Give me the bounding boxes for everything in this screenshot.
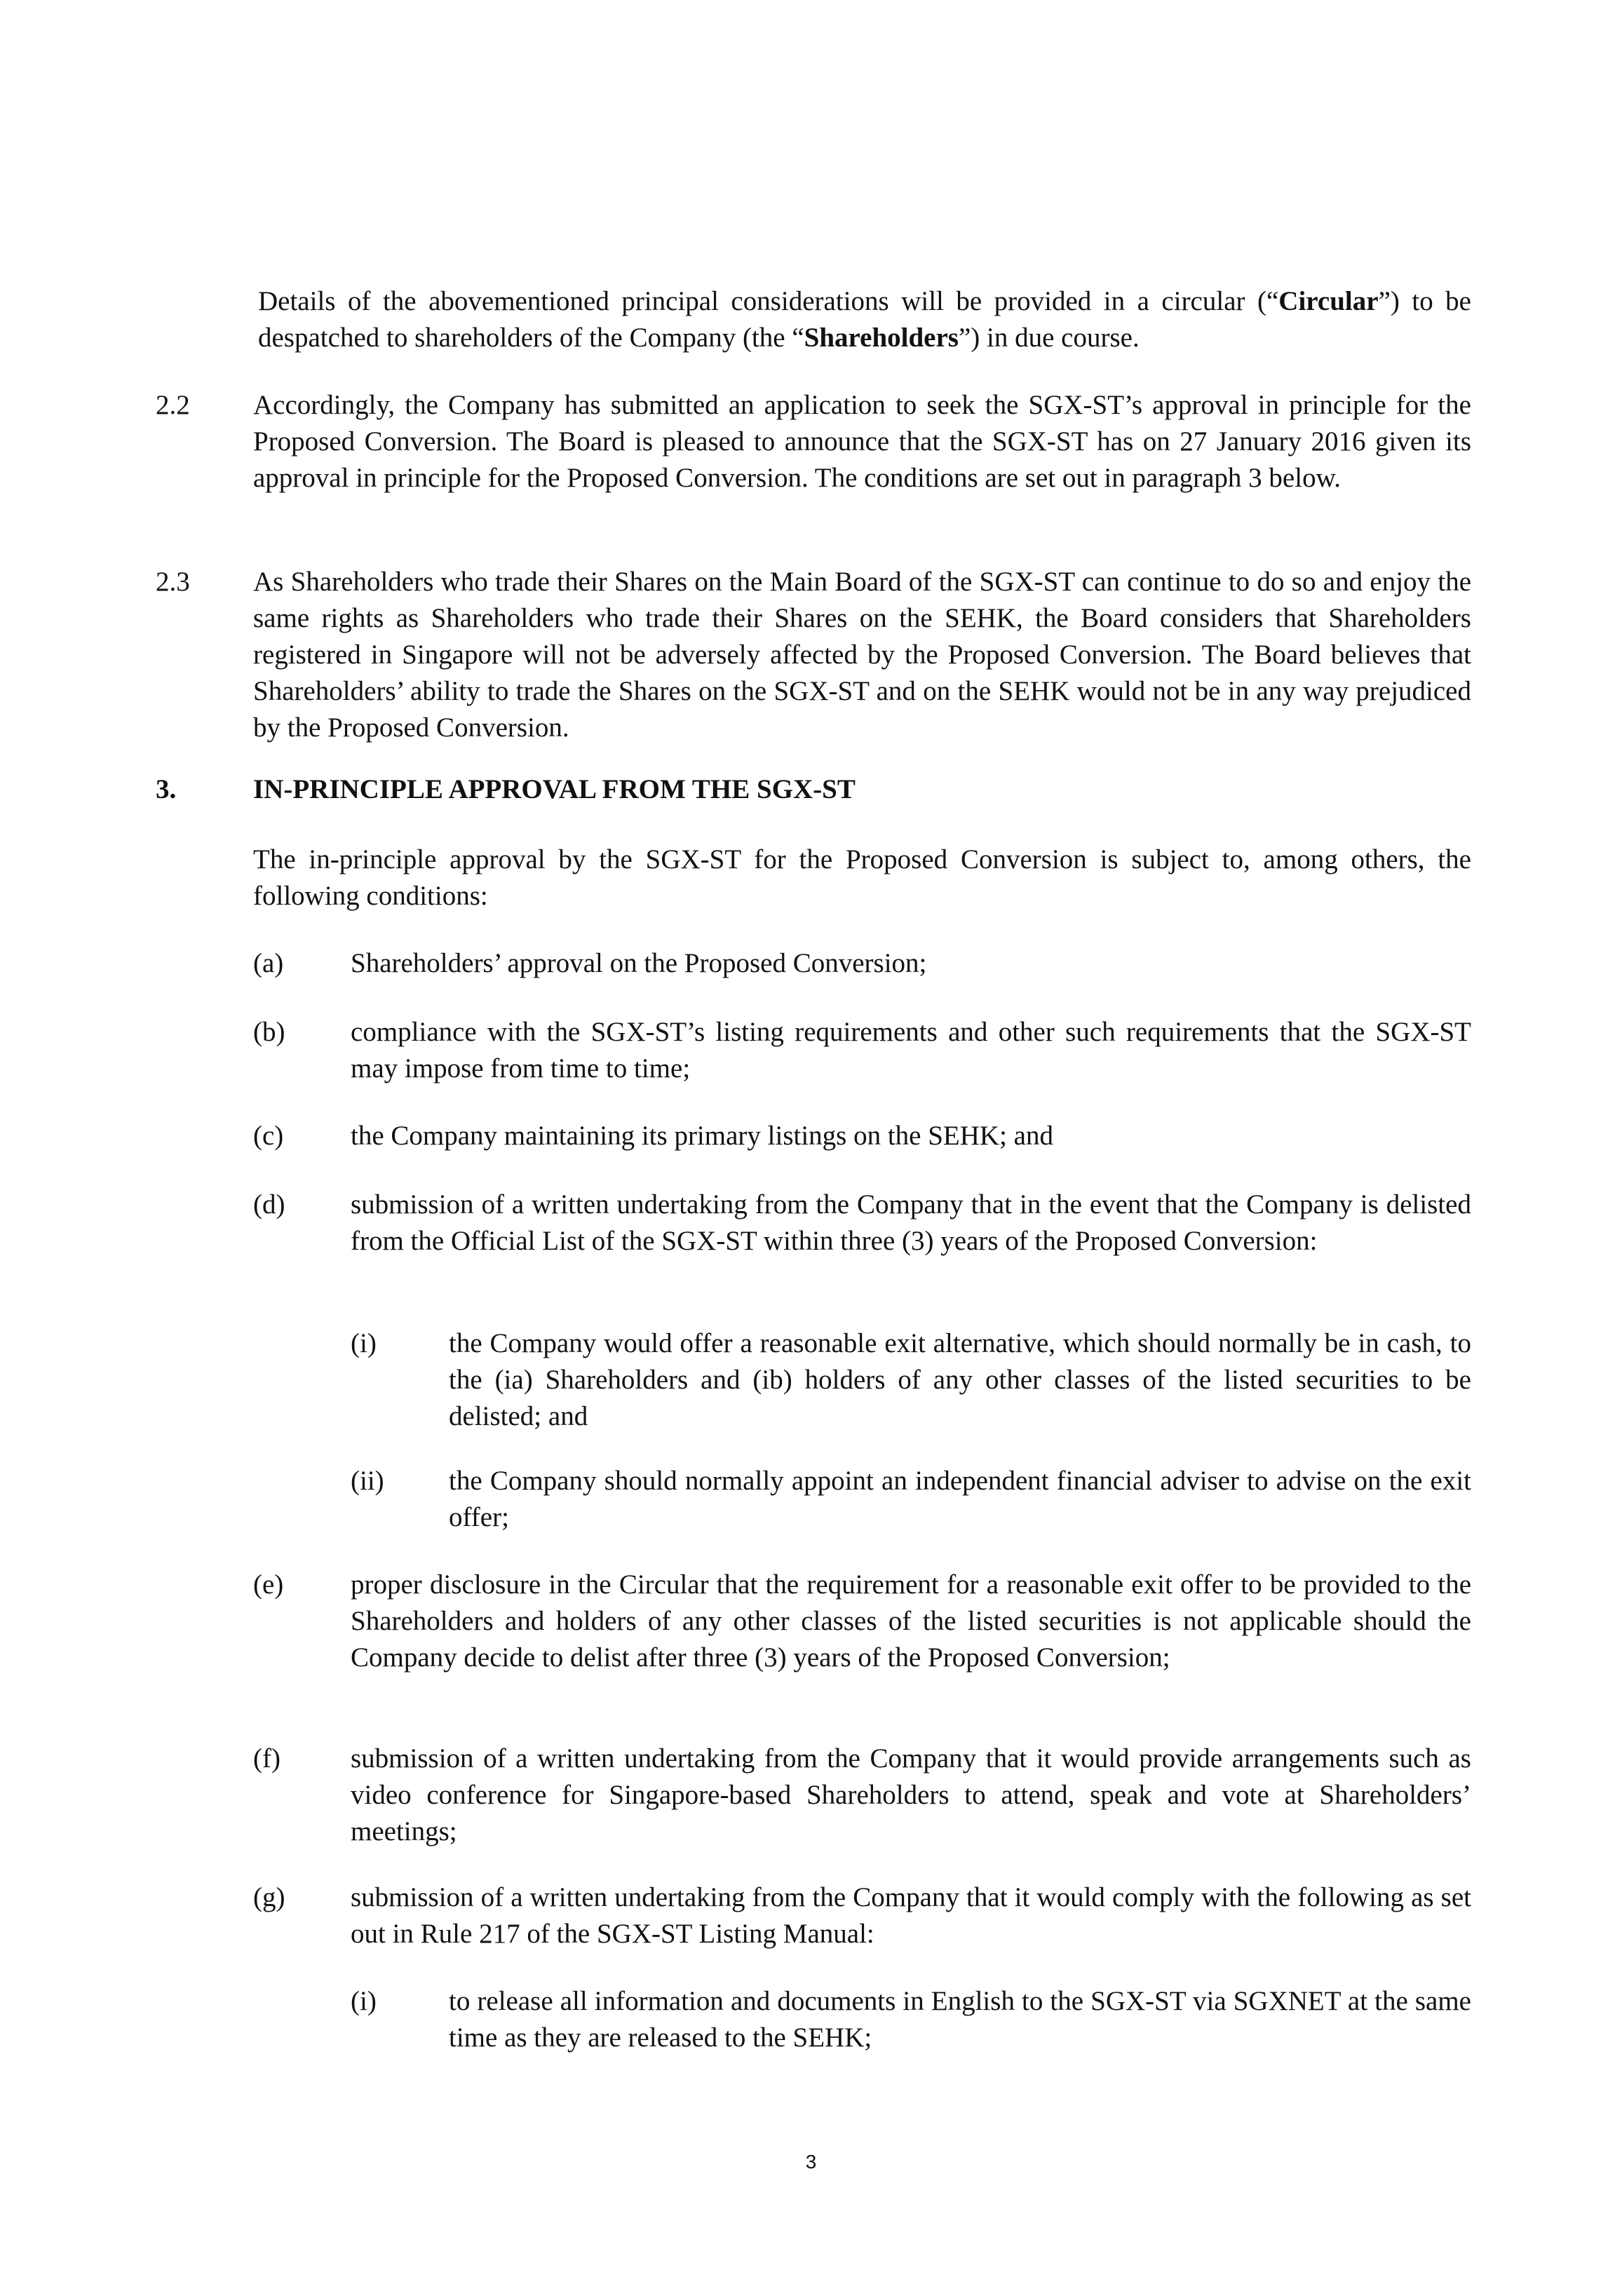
item-b-label: (b) xyxy=(253,1017,285,1047)
intro-text-1: Details of the abovementioned principal considerations will be provided in a circular (“ xyxy=(258,286,1279,316)
item-e-text: proper disclosure in the Circular that the requirement for a reasonable exit offer to be provided to the Shareholders and holders of any other classes of the listed securities is not applicable should the Company decide to delist after three (3) years of the Proposed Conversion; xyxy=(351,1569,1471,1673)
intro-text-2: ”) to be despatched to shareholders of the Company (the “ xyxy=(258,286,1471,353)
item-a-label: (a) xyxy=(253,948,284,978)
para-2-3-text: As Shareholders who trade their Shares on the Main Board of the SGX-ST can continue to do so and enjoy the same rights as Shareholders who trade their Shares on the SEHK, the Board considers that Shareholders registered in Singapore will not be adversely affected by the Proposed Conversion. The Board believes that Shareholders’ ability to trade the Shares on the SGX-ST and on the SEHK would not be in any way prejudiced by the Proposed Conversion. xyxy=(253,567,1471,743)
section-3-number: 3. xyxy=(156,774,177,804)
item-e-label: (e) xyxy=(253,1569,284,1600)
item-d-ii-label: (ii) xyxy=(351,1466,384,1496)
circular-term: Circular xyxy=(1278,286,1379,316)
item-d-i-label: (i) xyxy=(351,1328,377,1358)
item-b-text: compliance with the SGX-ST’s listing requirements and other such requirements that the SGX-ST may impose from time to time; xyxy=(351,1017,1471,1083)
item-g-label: (g) xyxy=(253,1882,285,1912)
intro-paragraph xyxy=(258,283,1471,356)
item-f-text: submission of a written undertaking from the Company that it would provide arrangements such as video conference for Singapore-based Shareholders to attend, speak and vote at Shareholders’ meetings; xyxy=(351,1743,1471,1846)
item-a-text: Shareholders’ approval on the Proposed Conversion; xyxy=(351,948,927,978)
para-2-2-number: 2.2 xyxy=(156,390,190,420)
section-3-intro: The in-principle approval by the SGX-ST for the Proposed Conversion is subject to, among others, the following conditions: xyxy=(253,844,1471,911)
page-number: 3 xyxy=(805,2151,817,2173)
item-d-label: (d) xyxy=(253,1189,285,1220)
intro-text-3: ”) in due course. xyxy=(958,323,1140,353)
para-2-2-text: Accordingly, the Company has submitted an application to seek the SGX-ST’s approval in principle for the Proposed Conversion. The Board is pleased to announce that the SGX-ST has on 27 January 2016 given its approval in principle for the Proposed Conversion. The conditions are set out in paragraph 3 below. xyxy=(253,390,1471,493)
item-c-text: the Company maintaining its primary listings on the SEHK; and xyxy=(351,1121,1053,1151)
item-d-i-text: the Company would offer a reasonable exit alternative, which should normally be in cash, to the (ia) Shareholders and (ib) holders of any other classes of the listed securities to be delisted; and xyxy=(449,1328,1471,1431)
item-g-text: submission of a written undertaking from the Company that it would comply with the following as set out in Rule 217 of the SGX-ST Listing Manual: xyxy=(351,1882,1471,1949)
item-f-label: (f) xyxy=(253,1743,281,1774)
item-c-label: (c) xyxy=(253,1121,284,1151)
item-d-text: submission of a written undertaking from the Company that in the event that the Company is delisted from the Official List of the SGX-ST within three (3) years of the Proposed Conversion: xyxy=(351,1189,1471,1256)
item-g-i-label: (i) xyxy=(351,1986,377,2016)
shareholders-term: Shareholders xyxy=(804,323,959,353)
para-2-3-number: 2.3 xyxy=(156,567,190,597)
item-g-i-text: to release all information and documents in English to the SGX-ST via SGXNET at the same time as they are released to the SEHK; xyxy=(449,1986,1471,2053)
section-3-title: IN-PRINCIPLE APPROVAL FROM THE SGX-ST xyxy=(253,774,856,804)
item-d-ii-text: the Company should normally appoint an independent financial adviser to advise on the exit offer; xyxy=(449,1466,1471,1532)
